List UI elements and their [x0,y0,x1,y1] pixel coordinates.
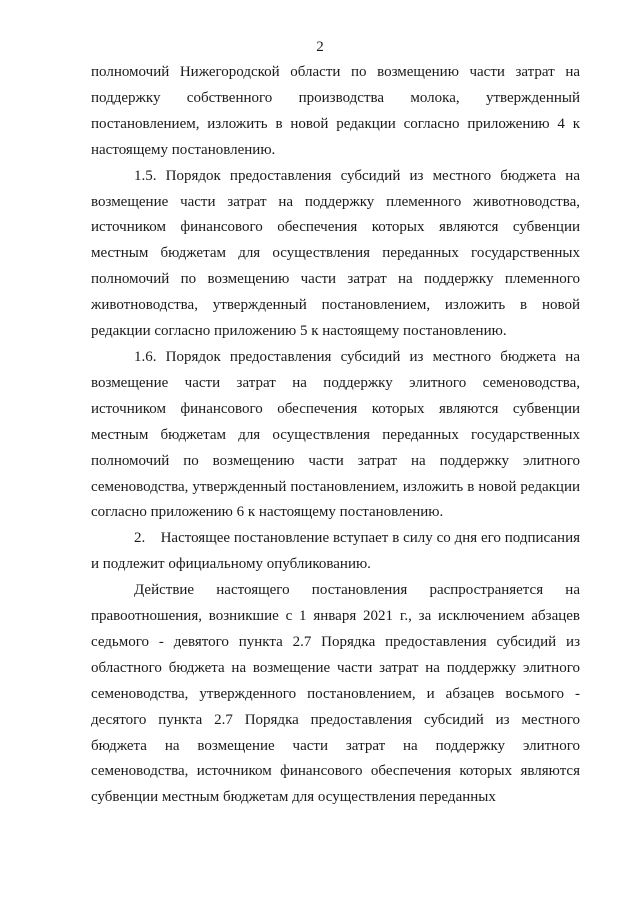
document-body [91,60,580,811]
paragraph-item-1-5: 1.5. Порядок предоставления субсидий из местного бюджета на возмещение части затрат на поддержку племенного животноводства, источником финансового обеспечения которых являются субвенции местным бюджетам для осуществления переданных государственных полномочий по возмещению части затрат на поддержку племенного животноводства, утвержденный постановлением, изложить в новой редакции согласно приложению 5 к настоящему постановлению. [91,167,580,340]
paragraph-continuation: полномочий Нижегородской области по возмещению части затрат на поддержку собственного производства молока, утвержденный постановлением, изложить в новой редакции согласно приложению 4 к настоящему постановлению. [91,64,580,158]
page-number: 2 [316,39,324,55]
paragraph-item-1-6: 1.6. Порядок предоставления субсидий из местного бюджета на возмещение части затрат на поддержку элитного семеноводства, источником финансового обеспечения которых являются субвенции местным бюджетам для осуществления переданных государственных полномочий по возмещению части затрат на поддержку элитного семеноводства, утвержденный постановлением, изложить в новой редакции согласно приложению 6 к настоящему постановлению. [91,348,580,521]
paragraph-effect: Действие настоящего постановления распространяется на правоотношения, возникшие с 1 января 2021 г., за исключением абзацев седьмого - девятого пункта 2.7 Порядка предоставления субсидий из областного бюджета на возмещение части затрат на поддержку элитного семеноводства, утвержденного постановлением, и абзацев восьмого - десятого пункта 2.7 Порядка предоставления субсидий из местного бюджета на возмещение части затрат на поддержку элитного семеноводства, источником финансового обеспечения которых являются субвенции местным бюджетам для осуществления переданных [91,582,580,806]
paragraph-item-2: 2. Настоящее постановление вступает в силу со дня его подписания и подлежит официальному опубликованию. [91,530,580,573]
